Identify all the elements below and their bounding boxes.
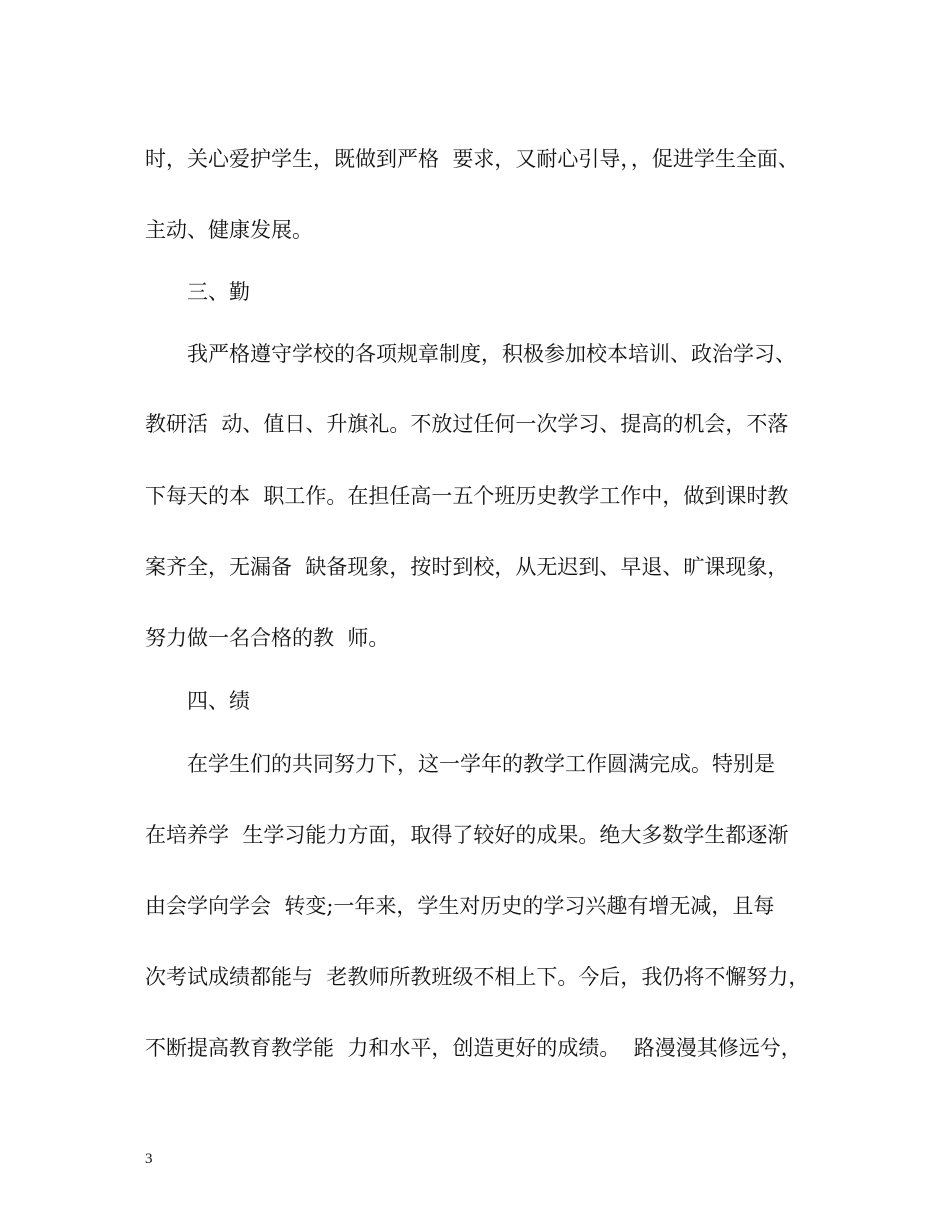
paragraph-line: 案齐全，无漏备 缺备现象，按时到校，从无迟到、早退、旷课现象， <box>145 555 789 579</box>
paragraph-line: 次考试成绩都能与 老教师所教班级不相上下。今后，我仍将不懈努力， <box>145 965 810 989</box>
paragraph-line: 在培养学 生学习能力方面，取得了较好的成果。绝大多数学生都逐渐 <box>145 823 789 847</box>
section-heading: 四、绩 <box>187 689 250 713</box>
paragraph-line: 努力做一名合格的教 师。 <box>145 626 390 650</box>
paragraph-line: 我严格遵守学校的各项规章制度，积极参加校本培训、政治学习、 <box>187 342 796 366</box>
paragraph-line: 在学生们的共同努力下，这一学年的教学工作圆满完成。特别是 <box>187 752 775 776</box>
paragraph-line: 下每天的本 职工作。在担任高一五个班历史教学工作中，做到课时教 <box>145 484 789 508</box>
section-heading: 三、勤 <box>187 280 250 304</box>
paragraph-line: 由会学向学会 转变;一年来，学生对历史的学习兴趣有增无减，且每 <box>145 894 775 918</box>
paragraph-line: 不断提高教育教学能 力和水平，创造更好的成绩。 路漫漫其修远兮， <box>145 1036 802 1060</box>
page-number: 3 <box>145 1151 153 1167</box>
paragraph-line: 教研活 动、值日、升旗礼。不放过任何一次学习、提高的机会，不落 <box>145 412 789 436</box>
paragraph-line: 时，关心爱护学生，既做到严格 要求，又耐心引导，，促进学生全面、 <box>145 147 799 171</box>
paragraph-line: 主动、健康发展。 <box>145 218 313 242</box>
